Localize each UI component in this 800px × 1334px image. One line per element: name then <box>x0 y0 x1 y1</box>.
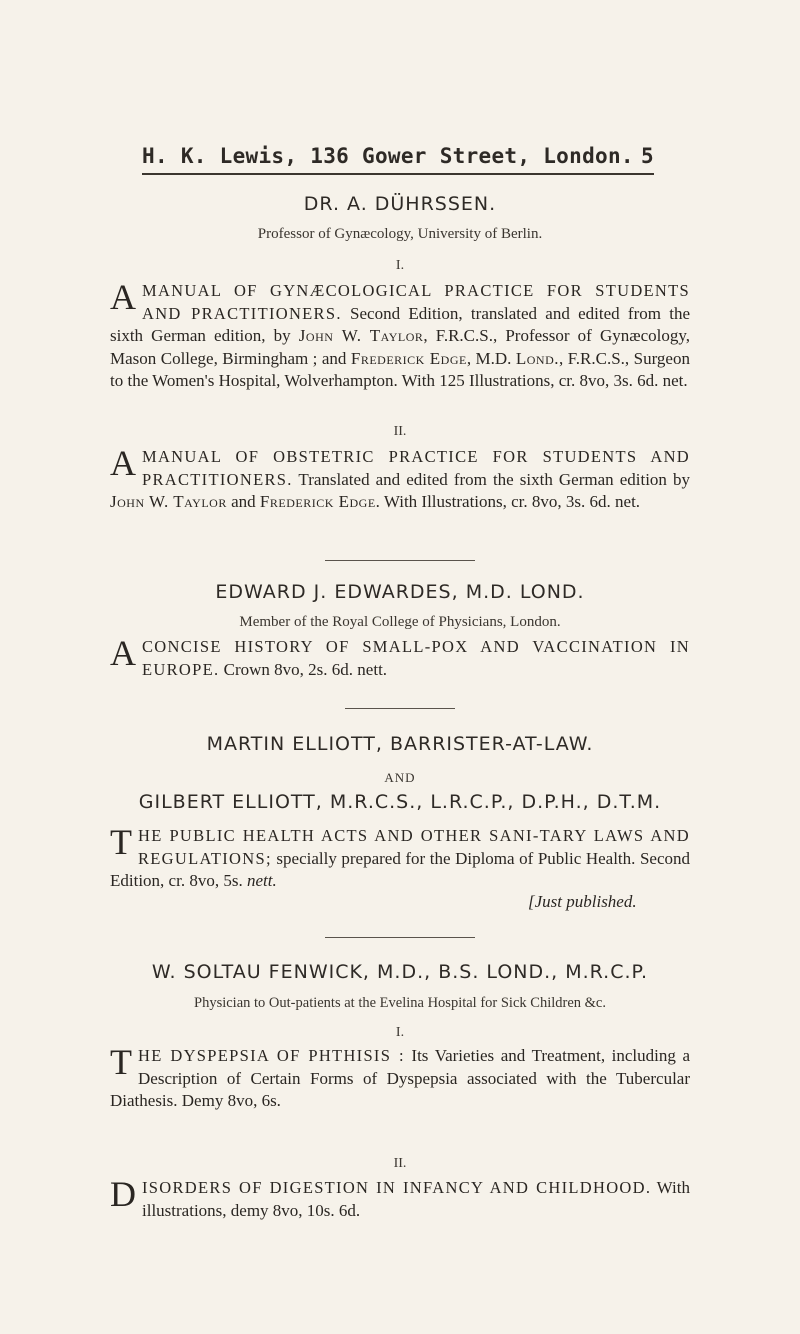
book-description: Translated and edited from the sixth German edition by <box>292 469 690 489</box>
book-entry-public-health-acts <box>110 822 690 893</box>
section-divider <box>325 560 475 561</box>
section-divider <box>325 937 475 938</box>
book-title: ISORDERS OF DIGESTION IN INFANCY AND CHILDHOOD. <box>142 1178 652 1197</box>
entry-numeral: II. <box>393 1156 407 1171</box>
entry-numeral: I. <box>395 258 405 273</box>
book-entry-small-pox-history <box>110 633 690 681</box>
degree-abbrev: Lond. <box>515 348 559 368</box>
book-title: MANUAL OF OBSTETRIC PRACTICE FOR STUDENTS AND PRACTITIONERS. <box>142 447 690 489</box>
book-description: specially prepared for the Diploma of Public Health. Second Edition, cr. 8vo, 5s. <box>110 848 690 890</box>
price-note: nett. <box>246 871 277 890</box>
header-rule <box>142 173 654 175</box>
drop-capital: A <box>110 633 136 673</box>
author-heading-fenwick: W. SOLTAU FENWICK, M.D., B.S. LOND., M.R.C.P. <box>151 961 649 983</box>
translator-name: Frederick Edge <box>350 348 467 368</box>
author-heading-martin-elliott: MARTIN ELLIOTT, BARRISTER-AT-LAW. <box>206 733 594 755</box>
section-divider <box>345 708 455 709</box>
drop-capital: A <box>110 277 136 317</box>
author-affiliation-fenwick: Physician to Out-patients at the Evelina Hospital for Sick Children &c. <box>194 995 606 1011</box>
book-description: Crown 8vo, 2s. 6d. nett. <box>219 659 388 679</box>
book-description: Its Varieties and Treatment, including a Description of Certain Forms of Dyspepsia associated with the Tubercular Diathesis. Demy 8vo, 6s. <box>110 1046 690 1110</box>
book-title: HE PUBLIC HEALTH ACTS AND OTHER SANI-TARY LAWS AND REGULATIONS; <box>138 826 690 868</box>
book-entry-gynaecological-manual <box>110 277 690 393</box>
drop-capital: A <box>110 443 136 483</box>
book-description: , M.D. <box>466 348 516 368</box>
author-affiliation-edwardes: Member of the Royal College of Physicians, London. <box>239 614 561 630</box>
author-heading-gilbert-elliott: GILBERT ELLIOTT, M.R.C.S., L.R.C.P., D.P.H., D.T.M. <box>138 791 662 813</box>
drop-capital: T <box>110 1042 132 1082</box>
drop-capital: T <box>110 822 132 862</box>
page-number: 5 <box>641 144 654 168</box>
drop-capital: D <box>110 1174 136 1214</box>
publisher-line: H. K. Lewis, 136 Gower Street, London. <box>142 144 634 168</box>
book-description: With illustrations, demy 8vo, 10s. 6d. <box>142 1178 690 1220</box>
book-description: , F.R.C.S., Surgeon to the Women's Hospital, Wolverhampton. With 125 Illustrations, cr. 8vo, 3s. 6d. net. <box>110 348 690 390</box>
translator-name: John W. Taylor <box>110 492 227 511</box>
translator-name: Frederick Edge <box>259 492 376 511</box>
author-heading-duhrssen: DR. A. DÜHRSSEN. <box>303 193 497 215</box>
book-description: . With Illustrations, cr. 8vo, 3s. 6d. net. <box>375 492 641 511</box>
book-description: , F.R.C.S., Professor of Gynæcology, Mason College, Birmingham ; and <box>110 326 690 368</box>
book-entry-dyspepsia-of-phthisis <box>110 1042 690 1113</box>
book-entry-disorders-of-digestion <box>110 1174 690 1222</box>
entry-numeral: II. <box>393 424 407 439</box>
author-heading-edwardes: EDWARD J. EDWARDES, M.D. LOND. <box>215 581 585 603</box>
running-header <box>142 144 654 168</box>
book-title: MANUAL OF GYNÆCOLOGICAL PRACTICE FOR STUDENTS AND PRACTITIONERS. <box>142 281 690 323</box>
translator-name: John W. Taylor <box>298 326 424 345</box>
book-description: and <box>226 492 260 511</box>
author-affiliation-duhrssen: Professor of Gynæcology, University of Berlin. <box>257 226 543 242</box>
author-conjunction: AND <box>384 770 416 785</box>
book-description: Second Edition, translated and edited from the sixth German edition, by <box>110 303 690 345</box>
book-title: CONCISE HISTORY OF SMALL-POX AND VACCINATION IN EUROPE. <box>142 637 690 679</box>
publication-status: [Just published. <box>528 892 637 911</box>
book-title: HE DYSPEPSIA OF PHTHISIS : <box>138 1046 405 1065</box>
book-entry-obstetric-manual <box>110 443 690 514</box>
entry-numeral: I. <box>395 1025 405 1040</box>
